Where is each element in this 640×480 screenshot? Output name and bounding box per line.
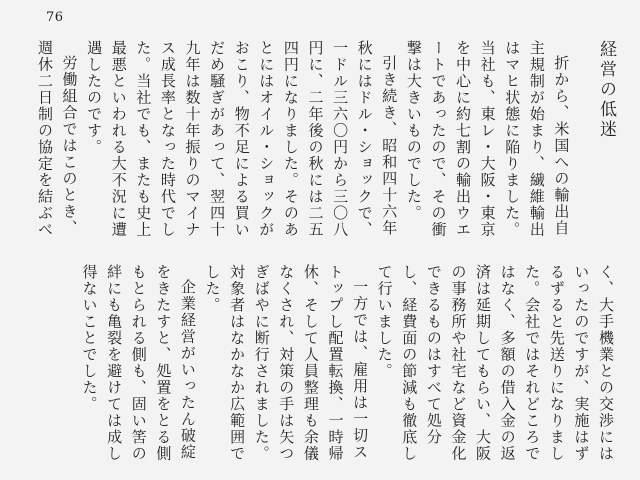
paragraph: 引き続き、昭和四十六年秋にはドル・ショックで、一ドル三六〇円から三〇八円に、二年後の秋には二五四円になりました。そのあとにはオイル・ショックがおこり、物不足による買いだめ騒ぎがあって、翌四十九年は数十年振りのマイナス成長率となった時代でした。当社でも、またも史上最悪といわれる大不況に遭遇したのです。: [85, 40, 399, 238]
paragraph: 企業経営がいったん破綻をきたすと、処置をとる側もとられる側も、固い筈の絆にも亀裂を避けては成し得ないことでした。: [80, 264, 197, 462]
page-number: 76: [46, 10, 64, 25]
body-text: [22, 40, 618, 468]
paragraph: 折から、米国への輸出自主規制が始まり、繊維輸出はマヒ状態に陥りました。当社も、東レ・大阪・東京を中心に約七割の輸出ウエートであったので、その衝撃は大きいものでした。: [404, 40, 571, 238]
paragraph: 一方では、雇用は一切ストップし配置転換、一時帰休、そして人員整理も余儀なくされ、対策の手は矢つぎばやに断行されました。対象者はなかなか広範囲でした。: [203, 264, 370, 462]
paragraph: 労働組合ではこのとき、週休二日制の協定を結ぶべく、大手機業との交渉にはいったのですが、実施はずるずると先送りになりました。会社ではそれどころではなく、多額の借入金の返済は延期してもらい、大阪の事務所や社宅など資金化できるものはすべて処分し、経費面の節減も徹底して行いました。: [35, 40, 615, 462]
section-heading: 経営の低迷: [596, 40, 616, 140]
